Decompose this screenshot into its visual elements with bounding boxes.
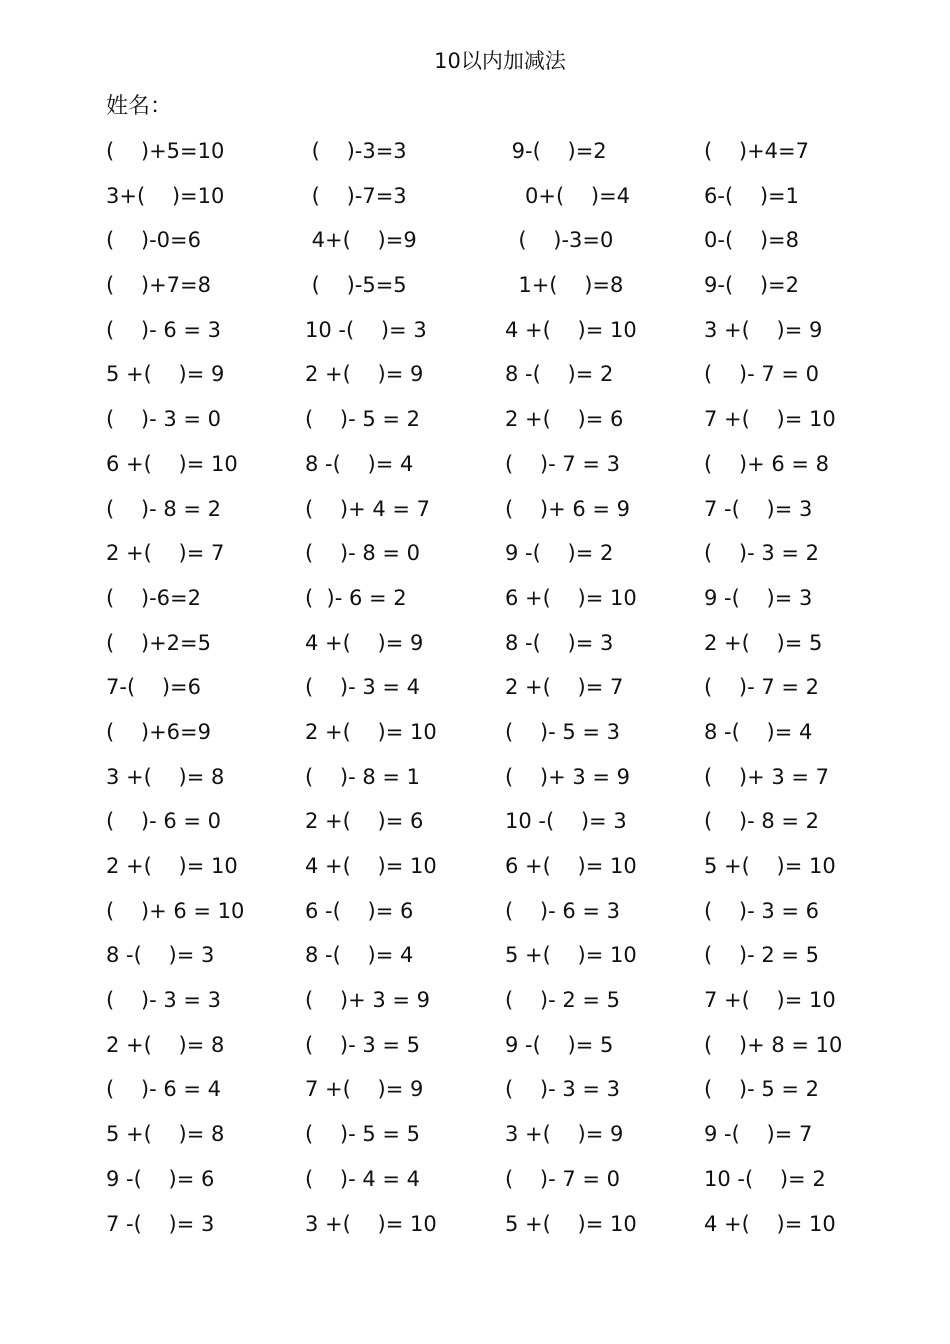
math-problem: 3 +( )= 8 bbox=[106, 764, 225, 789]
math-problem: ( )- 8 = 0 bbox=[305, 541, 421, 566]
math-problem: 0-( )=8 bbox=[704, 228, 799, 253]
math-problem: 7 +( )= 9 bbox=[305, 1077, 424, 1102]
problem-row bbox=[0, 357, 950, 402]
problem-row bbox=[0, 715, 950, 760]
problem-row bbox=[0, 402, 950, 447]
problem-row bbox=[0, 492, 950, 537]
math-problem: 8 -( )= 4 bbox=[704, 719, 813, 744]
math-problem: 3 +( )= 9 bbox=[704, 317, 823, 342]
math-problem: 5 +( )= 8 bbox=[106, 1122, 225, 1147]
math-problem: 7 -( )= 3 bbox=[704, 496, 813, 521]
math-problem: 2 +( )= 10 bbox=[305, 719, 437, 744]
math-problem: ( )- 5 = 5 bbox=[305, 1122, 421, 1147]
problem-row bbox=[0, 670, 950, 715]
math-problem: ( )- 7 = 3 bbox=[505, 451, 621, 476]
math-problem: 2 +( )= 6 bbox=[305, 809, 424, 834]
math-problem: ( )- 8 = 2 bbox=[106, 496, 222, 521]
math-problem: ( )+ 4 = 7 bbox=[305, 496, 431, 521]
problem-row bbox=[0, 1162, 950, 1207]
math-problem: 6-( )=1 bbox=[704, 183, 799, 208]
math-problem: 6 -( )= 6 bbox=[305, 898, 414, 923]
math-problem: 8 -( )= 4 bbox=[305, 451, 414, 476]
math-problem: 9-( )=2 bbox=[505, 139, 607, 163]
math-problem: 9-( )=2 bbox=[704, 273, 799, 298]
math-problem: ( )- 7 = 0 bbox=[505, 1166, 621, 1191]
math-problem: ( )+ 3 = 9 bbox=[505, 764, 631, 789]
math-problem: 2 +( )= 10 bbox=[106, 854, 238, 878]
math-problem: ( )- 6 = 4 bbox=[106, 1077, 222, 1102]
math-problem: ( )+4=7 bbox=[704, 139, 809, 163]
math-problem: ( )+ 8 = 10 bbox=[704, 1032, 843, 1057]
math-problem: 5 +( )= 10 bbox=[704, 854, 836, 878]
math-problem: ( )+2=5 bbox=[106, 630, 211, 655]
math-problem: ( )+ 3 = 9 bbox=[305, 988, 431, 1013]
math-problem: ( )+6=9 bbox=[106, 719, 211, 744]
problem-row bbox=[0, 894, 950, 939]
math-problem: ( )- 6 = 2 bbox=[305, 585, 407, 610]
math-problem: 7 -( )= 3 bbox=[106, 1211, 215, 1236]
math-problem: ( )- 5 = 3 bbox=[505, 719, 621, 744]
problem-row bbox=[0, 536, 950, 581]
math-problem: ( )-0=6 bbox=[106, 228, 201, 253]
math-problem: 6 +( )= 10 bbox=[106, 451, 238, 476]
math-problem: ( )+ 6 = 10 bbox=[106, 898, 245, 923]
math-problem: 7 +( )= 10 bbox=[704, 407, 836, 432]
problem-row bbox=[0, 1207, 950, 1252]
math-problem: ( )- 2 = 5 bbox=[505, 988, 621, 1013]
math-problem: ( )- 7 = 2 bbox=[704, 675, 820, 700]
math-problem: 8 -( )= 3 bbox=[505, 630, 614, 655]
math-problem: ( )- 4 = 4 bbox=[305, 1166, 421, 1191]
math-problem: 2 +( )= 6 bbox=[505, 407, 624, 432]
problem-row bbox=[0, 760, 950, 805]
problem-row bbox=[0, 1028, 950, 1073]
problem-row bbox=[0, 1117, 950, 1162]
math-problem: ( )- 3 = 6 bbox=[704, 898, 820, 923]
math-problem: 1+( )=8 bbox=[505, 273, 624, 298]
math-problem: 6 +( )= 10 bbox=[505, 585, 637, 610]
math-problem: ( )- 2 = 5 bbox=[704, 943, 820, 968]
math-problem: 9 -( )= 2 bbox=[505, 541, 614, 566]
math-problem: 5 +( )= 9 bbox=[106, 362, 225, 387]
math-problem: ( )- 5 = 2 bbox=[704, 1077, 820, 1102]
math-problem: ( )- 6 = 3 bbox=[106, 317, 222, 342]
math-problem: 10 -( )= 3 bbox=[305, 317, 427, 342]
math-problem: ( )-6=2 bbox=[106, 585, 201, 610]
problem-row bbox=[0, 938, 950, 983]
math-problem: 3+( )=10 bbox=[106, 183, 225, 208]
math-problem: 10 -( )= 2 bbox=[704, 1166, 826, 1191]
problem-row bbox=[0, 447, 950, 492]
math-problem: 7-( )=6 bbox=[106, 675, 201, 700]
problem-row bbox=[0, 983, 950, 1028]
math-problem: 9 -( )= 6 bbox=[106, 1166, 215, 1191]
math-problem: 5 +( )= 10 bbox=[505, 1211, 637, 1236]
math-problem: ( )- 3 = 2 bbox=[704, 541, 820, 566]
problem-row bbox=[0, 626, 950, 671]
math-problem: 4 +( )= 10 bbox=[305, 854, 437, 878]
math-problem: ( )-7=3 bbox=[305, 183, 407, 208]
math-problem: ( )+7=8 bbox=[106, 273, 211, 298]
math-problem: ( )-3=3 bbox=[305, 139, 407, 163]
problem-grid bbox=[0, 134, 950, 1251]
problem-row bbox=[0, 313, 950, 358]
math-problem: ( )- 3 = 5 bbox=[305, 1032, 421, 1057]
math-problem: 4+( )=9 bbox=[305, 228, 417, 253]
math-problem: ( )- 6 = 3 bbox=[505, 898, 621, 923]
math-problem: 2 +( )= 7 bbox=[505, 675, 624, 700]
math-problem: 8 -( )= 2 bbox=[505, 362, 614, 387]
problem-row bbox=[0, 581, 950, 626]
math-problem: ( )- 3 = 0 bbox=[106, 407, 222, 432]
math-problem: 9 -( )= 5 bbox=[505, 1032, 614, 1057]
worksheet-title: 10以内加减法 bbox=[434, 49, 566, 73]
math-problem: ( )+ 3 = 7 bbox=[704, 764, 830, 789]
math-problem: 8 -( )= 3 bbox=[106, 943, 215, 968]
math-problem: ( )- 3 = 3 bbox=[106, 988, 222, 1013]
math-problem: ( )- 3 = 3 bbox=[505, 1077, 621, 1102]
math-problem: ( )- 6 = 0 bbox=[106, 809, 222, 834]
math-problem: ( )+5=10 bbox=[106, 139, 225, 163]
math-problem: 2 +( )= 8 bbox=[106, 1032, 225, 1057]
math-problem: 0+( )=4 bbox=[505, 183, 631, 208]
math-problem: 8 -( )= 4 bbox=[305, 943, 414, 968]
math-problem: 7 +( )= 10 bbox=[704, 988, 836, 1013]
math-problem: 9 -( )= 3 bbox=[704, 585, 813, 610]
math-problem: 5 +( )= 10 bbox=[505, 943, 637, 968]
problem-row bbox=[0, 179, 950, 224]
problem-row bbox=[0, 849, 950, 894]
math-problem: 9 -( )= 7 bbox=[704, 1122, 813, 1147]
math-problem: 6 +( )= 10 bbox=[505, 854, 637, 878]
math-problem: ( )+ 6 = 9 bbox=[505, 496, 631, 521]
name-label: 姓名： bbox=[106, 94, 173, 119]
math-problem: 4 +( )= 10 bbox=[704, 1211, 836, 1236]
math-problem: 2 +( )= 9 bbox=[305, 362, 424, 387]
math-problem: ( )- 7 = 0 bbox=[704, 362, 820, 387]
math-problem: 3 +( )= 10 bbox=[305, 1211, 437, 1236]
math-problem: 2 +( )= 5 bbox=[704, 630, 823, 655]
problem-row bbox=[0, 268, 950, 313]
problem-row bbox=[0, 223, 950, 268]
math-problem: ( )-3=0 bbox=[505, 228, 614, 253]
math-problem: ( )- 5 = 2 bbox=[305, 407, 421, 432]
math-problem: 3 +( )= 9 bbox=[505, 1122, 624, 1147]
math-problem: ( )-5=5 bbox=[305, 273, 407, 298]
problem-row bbox=[0, 804, 950, 849]
math-problem: ( )+ 6 = 8 bbox=[704, 451, 830, 476]
math-problem: 4 +( )= 10 bbox=[505, 317, 637, 342]
math-problem: ( )- 8 = 2 bbox=[704, 809, 820, 834]
problem-row bbox=[0, 1072, 950, 1117]
math-problem: 10 -( )= 3 bbox=[505, 809, 627, 834]
math-problem: 2 +( )= 7 bbox=[106, 541, 225, 566]
math-problem: ( )- 3 = 4 bbox=[305, 675, 421, 700]
math-problem: ( )- 8 = 1 bbox=[305, 764, 421, 789]
problem-row bbox=[0, 134, 950, 179]
math-problem: 4 +( )= 9 bbox=[305, 630, 424, 655]
